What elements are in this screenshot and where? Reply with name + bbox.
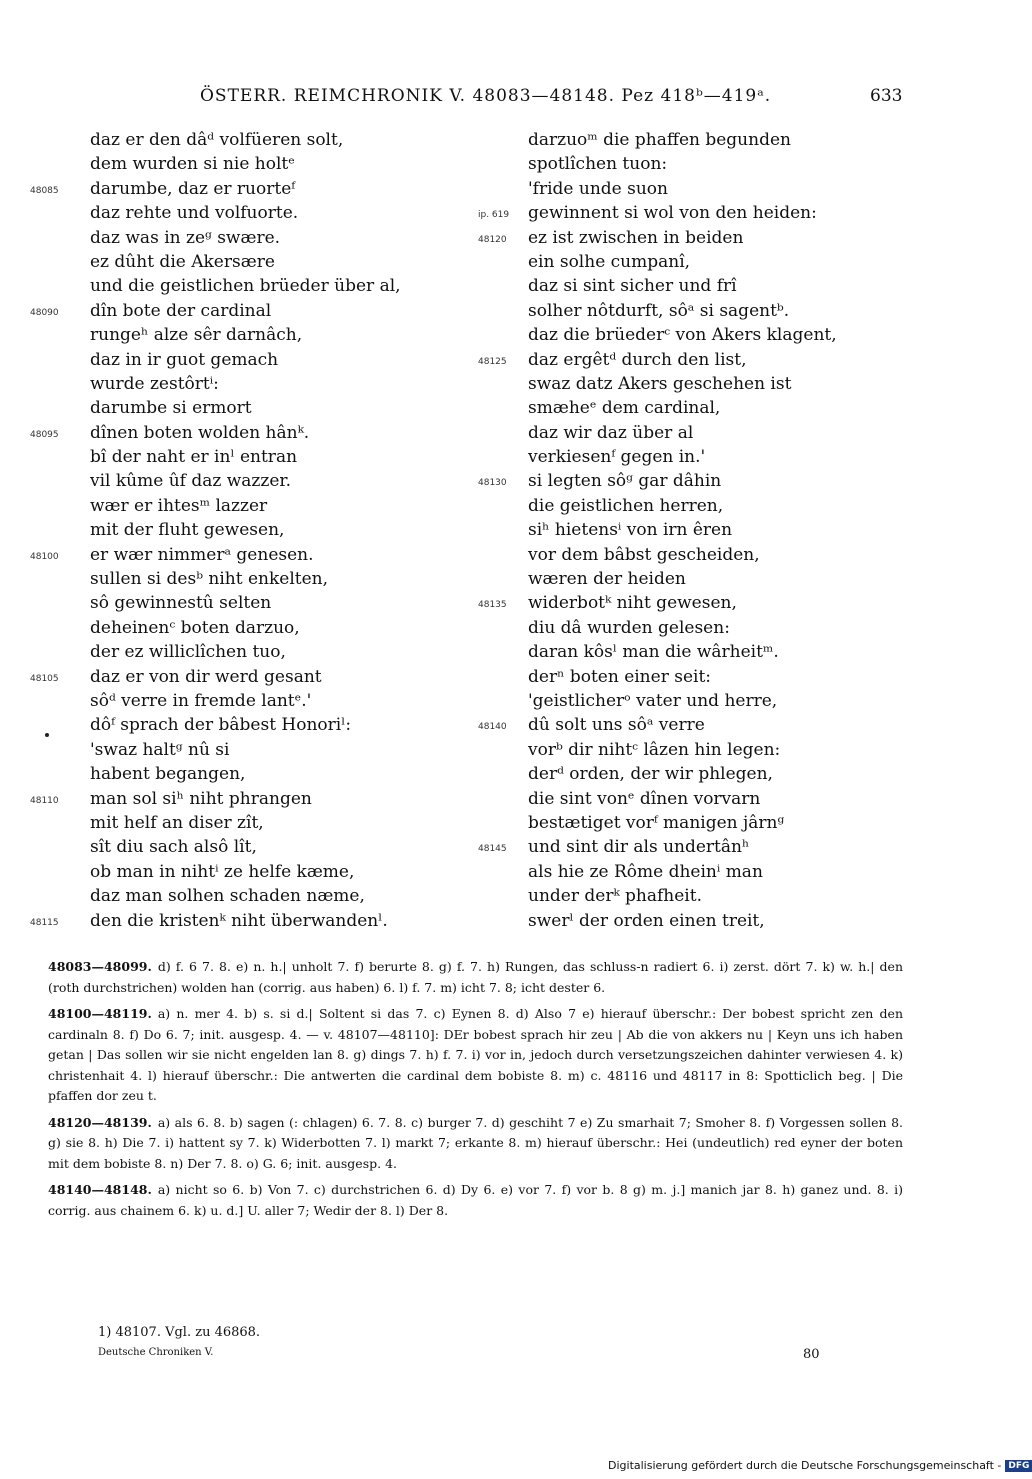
verse-text: dôᶠ sprach der bâbest Honoriˡ:	[90, 715, 352, 736]
verse-text: ein solhe cumpanî,	[528, 251, 691, 272]
verse-line	[478, 201, 938, 225]
verse-text: der ez williclîchen tuo,	[90, 642, 286, 663]
verse-line	[478, 494, 938, 518]
line-number: 48140	[478, 722, 507, 733]
verse-line	[30, 128, 460, 152]
verse-line	[478, 835, 938, 859]
verse-text: under derᵏ phafheit.	[528, 886, 702, 907]
verse-line	[30, 884, 460, 908]
verse-text: dînen boten wolden hânᵏ.	[90, 422, 310, 443]
verse-text: dû solt uns sôᵃ verre	[528, 715, 705, 736]
verse-text: daz er von dir werd gesant	[90, 666, 322, 687]
verse-text: mit helf an diser zît,	[90, 812, 264, 833]
verse-line	[30, 177, 460, 201]
verse-line	[30, 469, 460, 493]
verse-line	[478, 177, 938, 201]
note-text: a) nicht so 6. b) Von 7. c) durchstrichen 6. d) Dy 6. e) vor 7. f) vor b. 8 g) m. j.] manich jar 8. h) ganez und. 8. i) corrig. aus chainem 6. k) u. d.] U. aller 7; Wedir der 8. l) Der 8.	[48, 1182, 903, 1218]
verse-text: daz si sint sicher und frî	[528, 276, 737, 297]
line-number: 48120	[478, 234, 507, 245]
verse-text: swaz datz Akers geschehen ist	[528, 373, 792, 394]
verse-line	[30, 543, 460, 567]
verse-line	[478, 518, 938, 542]
verse-line	[30, 665, 460, 689]
page-number: 633	[870, 86, 903, 106]
verse-text: und die geistlichen brüeder über al,	[90, 276, 401, 297]
verse-line	[478, 909, 938, 933]
verse-text: die sint vonᵉ dînen vorvarn	[528, 788, 761, 809]
verse-line	[478, 152, 938, 176]
verse-text: widerbotᵏ niht gewesen,	[528, 593, 737, 614]
verse-text: daz ergêtᵈ durch den list,	[528, 349, 747, 370]
verse-text: si legten sôᵍ gar dâhin	[528, 471, 722, 492]
note-text: a) n. mer 4. b) s. si d.| Soltent si das 7. c) Eynen 8. d) Also 7 e) hierauf überschr.: Der bobest spricht zen den cardinaln 8. f) Do 6. 7; init. ausgesp. 4. — v. 48107—48110]: DEr bobest sprach hir zeu | Ab die von akkers nu | Keyn uns ich haben getan | Das sollen wir sie nicht engelden lan 8. g) dings 7. h) f. 7. i) vor in, jedoch durch versetzungszeichen dahinter verwiesen 4. k) christenhait 4. l) hierauf überschr.: Die antwerten die cardinal dem bobiste 8. m) c. 48116 und 48117 in 8: Spotticlich beg. | Die pfaffen dor zeu t.	[48, 1006, 903, 1103]
note-block	[48, 1180, 903, 1221]
verse-column-right	[478, 128, 938, 933]
verse-line	[30, 835, 460, 859]
verse-line	[30, 811, 460, 835]
verse-text: daz was in zeᵍ swære.	[90, 227, 281, 248]
verse-line	[478, 738, 938, 762]
verse-line	[30, 738, 460, 762]
running-title: ÖSTERR. REIMCHRONIK V. 48083—48148. Pez 418ᵇ—419ᵃ.	[200, 86, 772, 106]
verse-text: ob man in nihtⁱ ze helfe kæme,	[90, 861, 355, 882]
verse-text: spotlîchen tuon:	[528, 154, 668, 175]
verse-column-left	[30, 128, 460, 933]
verse-line	[478, 616, 938, 640]
verse-line	[478, 811, 938, 835]
dfg-logo: DFG	[1005, 1460, 1032, 1472]
verse-text: wurde zestôrtⁱ:	[90, 373, 219, 394]
verse-line	[478, 787, 938, 811]
verse-text: sô gewinnestû selten	[90, 593, 272, 614]
verse-line	[478, 543, 938, 567]
verse-line	[30, 445, 460, 469]
verse-text: man sol siʰ niht phrangen	[90, 788, 312, 809]
dfg-credit	[608, 1459, 1032, 1472]
verse-text: bestætiget vorᶠ manigen jârnᵍ	[528, 812, 785, 833]
verse-line	[30, 323, 460, 347]
verse-text: vor dem bâbst gescheiden,	[528, 544, 760, 565]
verse-text: daz man solhen schaden næme,	[90, 886, 365, 907]
verse-line	[30, 421, 460, 445]
verse-text: siʰ hietensⁱ von irn êren	[528, 520, 733, 541]
verse-text: daz er den dâᵈ volfüeren solt,	[90, 130, 344, 150]
note-block	[48, 1004, 903, 1107]
verse-line	[478, 884, 938, 908]
verse-line	[478, 713, 938, 737]
footnote: 1) 48107. Vgl. zu 46868.	[98, 1325, 261, 1340]
verse-line	[478, 348, 938, 372]
verse-text: daz rehte und volfuorte.	[90, 203, 299, 224]
verse-text: rungeʰ alze sêr darnâch,	[90, 325, 303, 346]
verse-text: ez ist zwischen in beiden	[528, 227, 744, 248]
verse-text: 'swaz haltᵍ nû si	[90, 739, 230, 760]
verse-line	[478, 445, 938, 469]
verse-text: sullen si desᵇ niht enkelten,	[90, 569, 329, 590]
note-range: 48100—48119.	[48, 1006, 152, 1021]
verse-line	[30, 518, 460, 542]
line-number: 48100	[30, 551, 59, 562]
verse-text: dîn bote der cardinal	[90, 300, 272, 321]
verse-line	[30, 152, 460, 176]
verse-text: vorᵇ dir nihtᶜ lâzen hin legen:	[528, 739, 781, 760]
verse-text: solher nôtdurft, sôᵃ si sagentᵇ.	[528, 300, 790, 321]
verse-line	[478, 323, 938, 347]
verse-line	[478, 421, 938, 445]
verse-line	[30, 274, 460, 298]
verse-line	[30, 909, 460, 933]
line-number: 48145	[478, 844, 507, 855]
verse-text: diu dâ wurden gelesen:	[528, 617, 730, 638]
verse-line	[30, 713, 460, 737]
line-number: 48125	[478, 356, 507, 367]
verse-text: er wær nimmerᵃ genesen.	[90, 544, 314, 565]
verse-line	[478, 591, 938, 615]
verse-text: daz wir daz über al	[528, 422, 694, 443]
verse-line	[478, 396, 938, 420]
note-text: d) f. 6 7. 8. e) n. h.| unholt 7. f) berurte 8. g) f. 7. h) Rungen, das schluss-n radiert 6. i) zerst. dört 7. k) w. h.| den (roth durchstrichen) wolden han (corrig. aus haben) 6. l) f. 7. m) icht 7. 8; icht dester 6.	[48, 959, 903, 995]
verse-text: bî der naht er inˡ entran	[90, 447, 298, 468]
verse-line	[30, 616, 460, 640]
verse-line	[30, 396, 460, 420]
verse-line	[30, 640, 460, 664]
verse-text: smæheᵉ dem cardinal,	[528, 398, 721, 419]
verse-text: die geistlichen herren,	[528, 495, 724, 516]
dfg-credit-text: Digitalisierung gefördert durch die Deutsche Forschungsgemeinschaft -	[608, 1459, 1002, 1472]
footer-series-title: Deutsche Chroniken V.	[98, 1347, 214, 1358]
verse-line	[478, 372, 938, 396]
verse-line	[30, 591, 460, 615]
verse-line	[30, 299, 460, 323]
verse-line	[30, 567, 460, 591]
verse-line	[30, 226, 460, 250]
verse-line	[30, 201, 460, 225]
verse-text: darumbe, daz er ruorteᶠ	[90, 178, 296, 199]
verse-line	[30, 494, 460, 518]
verse-line	[478, 128, 938, 152]
verse-text: darumbe si ermort	[90, 398, 252, 419]
verse-line	[30, 348, 460, 372]
verse-text: habent begangen,	[90, 764, 246, 785]
verse-text: ez dûht die Akersære	[90, 251, 275, 272]
verse-text: 'fride unde suon	[528, 178, 668, 199]
note-range: 48120—48139.	[48, 1114, 152, 1130]
verse-text: swerˡ der orden einen treit,	[528, 910, 765, 931]
verse-line	[478, 469, 938, 493]
line-number: 48135	[478, 600, 507, 611]
verse-line	[478, 860, 938, 884]
footer-signature: 80	[803, 1347, 820, 1362]
note-block	[48, 1113, 903, 1175]
verse-line	[478, 567, 938, 591]
verse-line	[478, 665, 938, 689]
verse-line	[478, 226, 938, 250]
verse-text: daran kôsˡ man die wârheitᵐ.	[528, 642, 779, 663]
note-text: a) als 6. 8. b) sagen (: chlagen) 6. 7. 8. c) burger 7. d) geschiht 7 e) Zu smarhait 7; Smoher 8. f) Vorgessen sollen 8. g) sie 8. h) Die 7. i) hattent sy 7. k) Widerbotten 7. l) markt 7; erkante 8. m) hierauf überschr.: Hei (undeutlich) red eyner der boten mit dem bobiste 8. n) Der 7. 8. o) G. 6; init. ausgesp. 4.	[48, 1114, 903, 1171]
verse-text: den die kristenᵏ niht überwandenˡ.	[90, 910, 388, 931]
verse-text: als hie ze Rôme dheinⁱ man	[528, 861, 763, 882]
verse-text: derᵈ orden, der wir phlegen,	[528, 764, 773, 785]
verse-text: sît diu sach alsô lît,	[90, 837, 257, 858]
verse-text: 'geistlicherᵒ vater und herre,	[528, 690, 778, 711]
verse-line	[30, 372, 460, 396]
note-range: 48140—48148.	[48, 1182, 152, 1197]
verse-text: darzuoᵐ die phaffen begunden	[528, 130, 791, 150]
verse-text: wæren der heiden	[528, 569, 686, 590]
line-number: 48105	[30, 673, 59, 684]
verse-line	[30, 860, 460, 884]
verse-line	[478, 250, 938, 274]
line-number: 48095	[30, 429, 59, 440]
verse-line	[478, 274, 938, 298]
verse-line	[478, 299, 938, 323]
line-number: 48130	[478, 478, 507, 489]
verse-text: gewinnent si wol von den heiden:	[528, 203, 817, 224]
line-number: 48085	[30, 185, 59, 196]
verse-text: dem wurden si nie holtᵉ	[90, 154, 295, 175]
verse-text: verkiesenᶠ gegen in.'	[528, 447, 706, 468]
verse-line	[30, 689, 460, 713]
running-header	[0, 86, 1000, 110]
verse-line	[478, 640, 938, 664]
verse-text: daz in ir guot gemach	[90, 349, 279, 370]
verse-text: deheinenᶜ boten darzuo,	[90, 617, 300, 638]
verse-text: sôᵈ verre in fremde lantᵉ.'	[90, 690, 312, 711]
verse-text: daz die brüederᶜ von Akers klagent,	[528, 325, 837, 346]
verse-text: derⁿ boten einer seit:	[528, 666, 712, 687]
verse-text: wær er ihtesᵐ lazzer	[90, 495, 268, 516]
verse-text: vil kûme ûf daz wazzer.	[90, 471, 292, 492]
verse-line	[30, 250, 460, 274]
note-range: 48083—48099.	[48, 959, 152, 974]
verse-line	[30, 762, 460, 786]
verse-line	[30, 787, 460, 811]
verse-line	[478, 689, 938, 713]
verse-text: und sint dir als undertânʰ	[528, 837, 750, 858]
line-number: 48110	[30, 795, 59, 806]
line-number: 48115	[30, 917, 59, 928]
line-number: 48090	[30, 307, 59, 318]
apparatus-notes	[48, 957, 903, 1227]
note-block	[48, 957, 903, 998]
line-number: ip. 619	[478, 210, 510, 221]
verse-line	[478, 762, 938, 786]
verse-text: mit der fluht gewesen,	[90, 520, 285, 541]
